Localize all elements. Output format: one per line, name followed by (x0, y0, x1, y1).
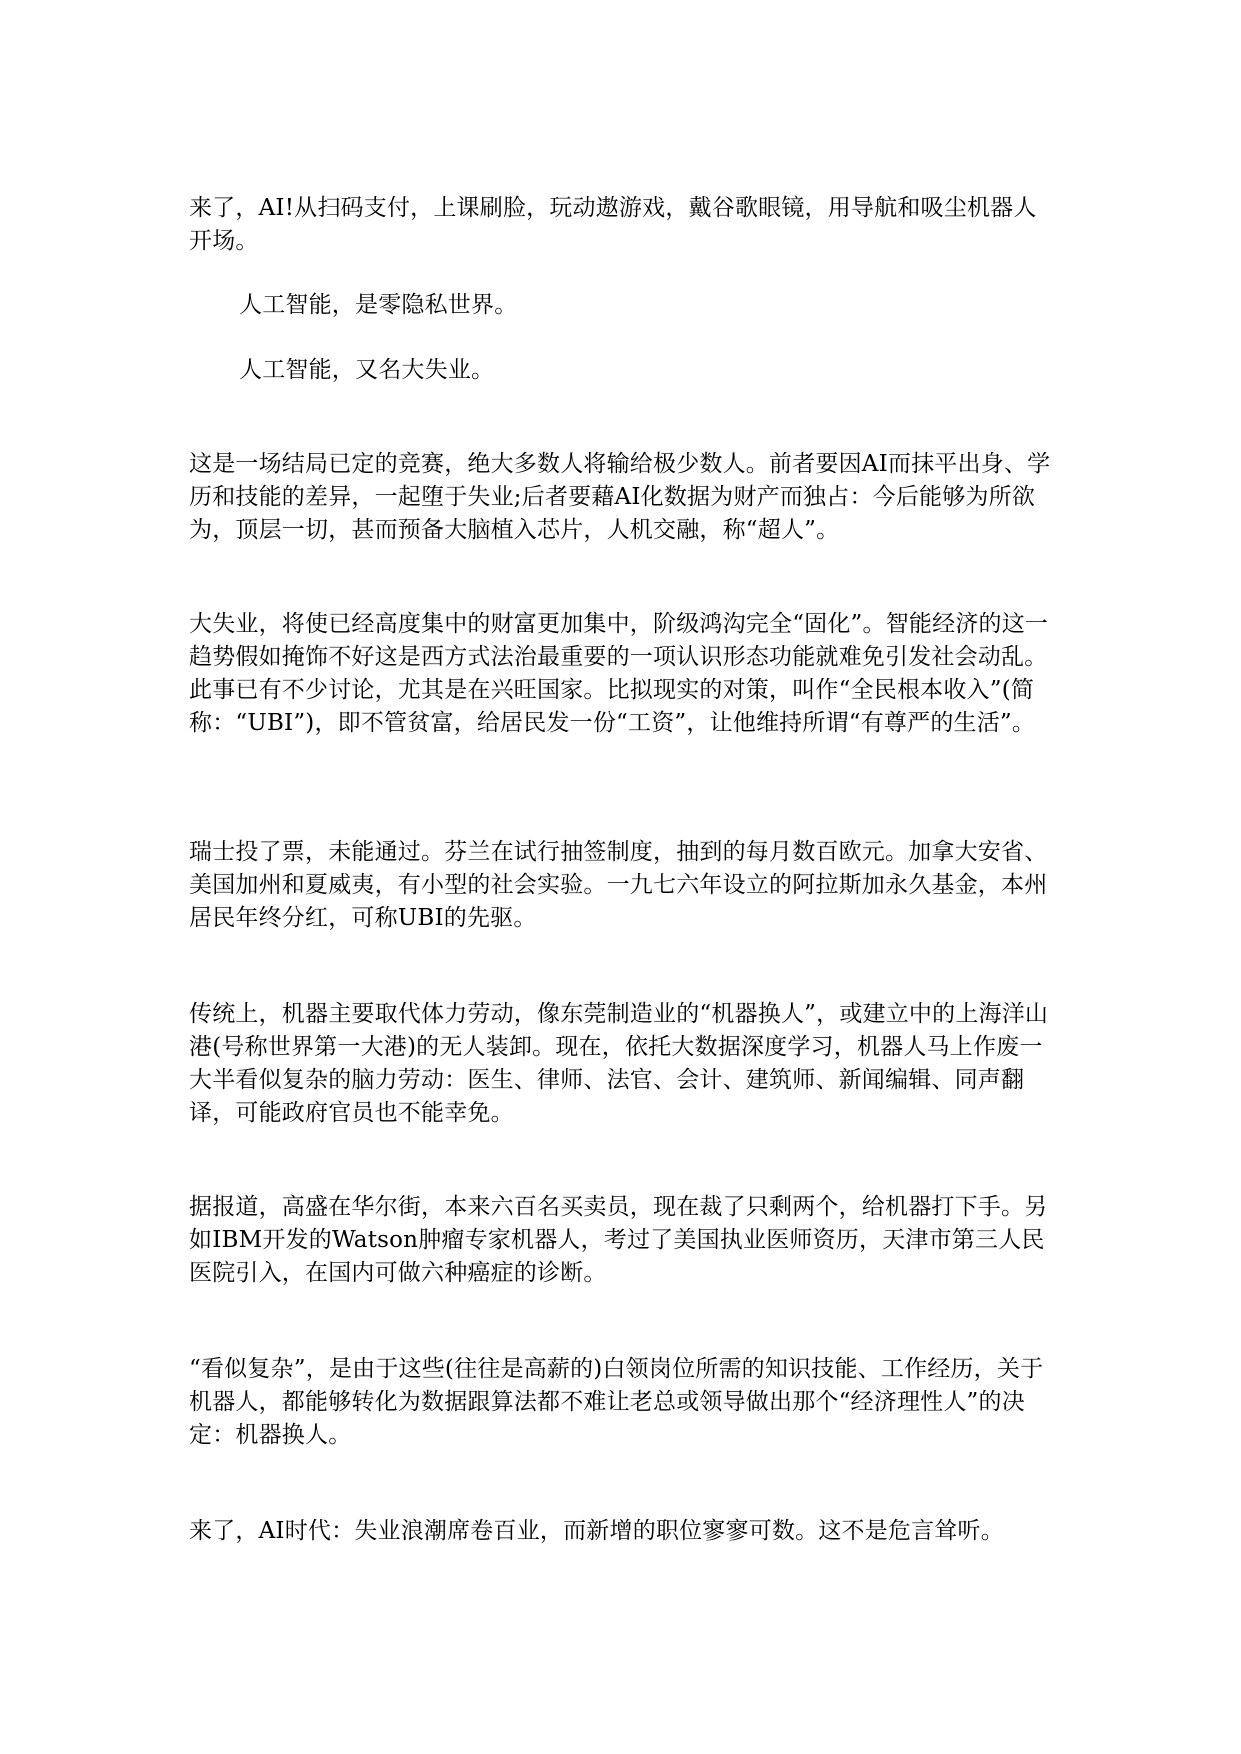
paragraph-1: 来了，AI!从扫码支付，上课刷脸，玩动遨游戏，戴谷歌眼镜，用导航和吸尘机器人开场。 (189, 195, 1037, 254)
paragraph-7: 传统上，机器主要取代体力劳动，像东莞制造业的“机器换人”，或建立中的上海洋山港(号称世界第一大港)的无人装卸。现在，依托大数据深度学习，机器人马上作废一大半看似复杂的脑力劳动：医生、律师、法官、会计、建筑师、新闻编辑、同声翻译，可能政府官员也不能幸免。 (189, 1001, 1049, 1126)
paragraph-9: “看似复杂”，是由于这些(往往是高薪的)白领岗位所需的知识技能、工作经历，关于机器人，都能够转化为数据跟算法都不难让老总或领导做出那个“经济理性人”的决定：机器换人。 (189, 1356, 1044, 1448)
paragraph-8: 据报道，高盛在华尔街，本来六百名买卖员，现在裁了只剩两个，给机器打下手。另如IBM开发的Watson肿瘤专家机器人，考过了美国执业医师资历，天津市第三人民医院引入，在国内可做六种癌症的诊断。 (189, 1194, 1048, 1286)
paragraph-2: 人工智能，是零隐私世界。 (239, 292, 518, 318)
paragraph-3: 人工智能，又名大失业。 (239, 357, 495, 383)
paragraph-6: 瑞士投了票，未能通过。芬兰在试行抽签制度，抽到的每月数百欧元。加拿大安省、美国加州和夏威夷，有小型的社会实验。一九七六年设立的阿拉斯加永久基金，本州居民年终分红，可称UBI的先驱。 (189, 839, 1048, 931)
paragraph-5: 大失业，将使已经高度集中的财富更加集中，阶级鸿沟完全“固化”。智能经济的这一趋势假如掩饰不好这是西方式法治最重要的一项认识形态功能就难免引发社会动乱。此事已有不少讨论，尤其是在兴旺国家。比拟现实的对策，叫作“全民根本收入”(简称：“UBI”)，即不管贫富，给居民发一份“工资”，让他维持所谓“有尊严的生活”。 (189, 611, 1049, 736)
paragraph-4: 这是一场结局已定的竞赛，绝大多数人将输给极少数人。前者要因AI而抹平出身、学历和技能的差异，一起堕于失业;后者要藉AI化数据为财产而独占：今后能够为所欲为，顶层一切，甚而预备大脑植入芯片，人机交融，称“超人”。 (189, 451, 1051, 543)
paragraph-10: 来了，AI时代：失业浪潮席卷百业，而新增的职位寥寥可数。这不是危言耸听。 (189, 1518, 1004, 1544)
